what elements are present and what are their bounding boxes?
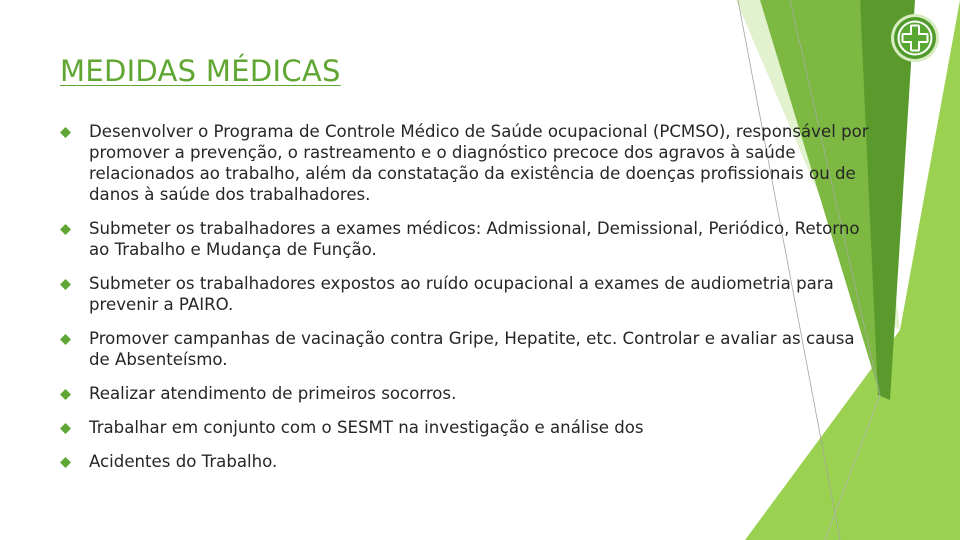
diamond-bullet-icon [60,389,71,400]
bullet-list [60,121,870,485]
diamond-bullet-icon [60,127,71,138]
diamond-bullet-icon [60,423,71,434]
bullet-item [60,383,870,404]
diamond-bullet-icon [60,334,71,345]
page-title: MEDIDAS MÉDICAS [60,54,341,88]
bullet-item [60,121,870,205]
bullet-item [60,273,870,315]
diamond-bullet-icon [60,224,71,235]
bullet-item [60,417,870,438]
bullet-text: Desenvolver o Programa de Controle Médico de Saúde ocupacional (PCMSO), responsável por promover a prevenção, o rastreamento e o diagnóstico precoce dos agravos à saúde relacionados ao trabalho, além da constatação da existência de doenças profissionais ou de danos à saúde dos trabalhadores. [89,122,869,204]
bullet-text: Trabalhar em conjunto com o SESMT na investigação e análise dos [89,418,644,437]
bullet-text: Acidentes do Trabalho. [89,452,278,471]
diamond-bullet-icon [60,279,71,290]
bullet-text: Submeter os trabalhadores a exames médicos: Admissional, Demissional, Periódico, Retorno ao Trabalho e Mudança de Função. [89,219,860,259]
bullet-item [60,451,870,472]
diamond-bullet-icon [60,457,71,468]
bullet-item [60,328,870,370]
bullet-text: Submeter os trabalhadores expostos ao ruído ocupacional a exames de audiometria para prevenir a PAIRO. [89,274,834,314]
bullet-item [60,218,870,260]
bullet-text: Promover campanhas de vacinação contra Gripe, Hepatite, etc. Controlar e avaliar as causa de Absenteísmo. [89,329,855,369]
green-cross-icon [889,12,941,64]
bullet-text: Realizar atendimento de primeiros socorros. [89,384,457,403]
